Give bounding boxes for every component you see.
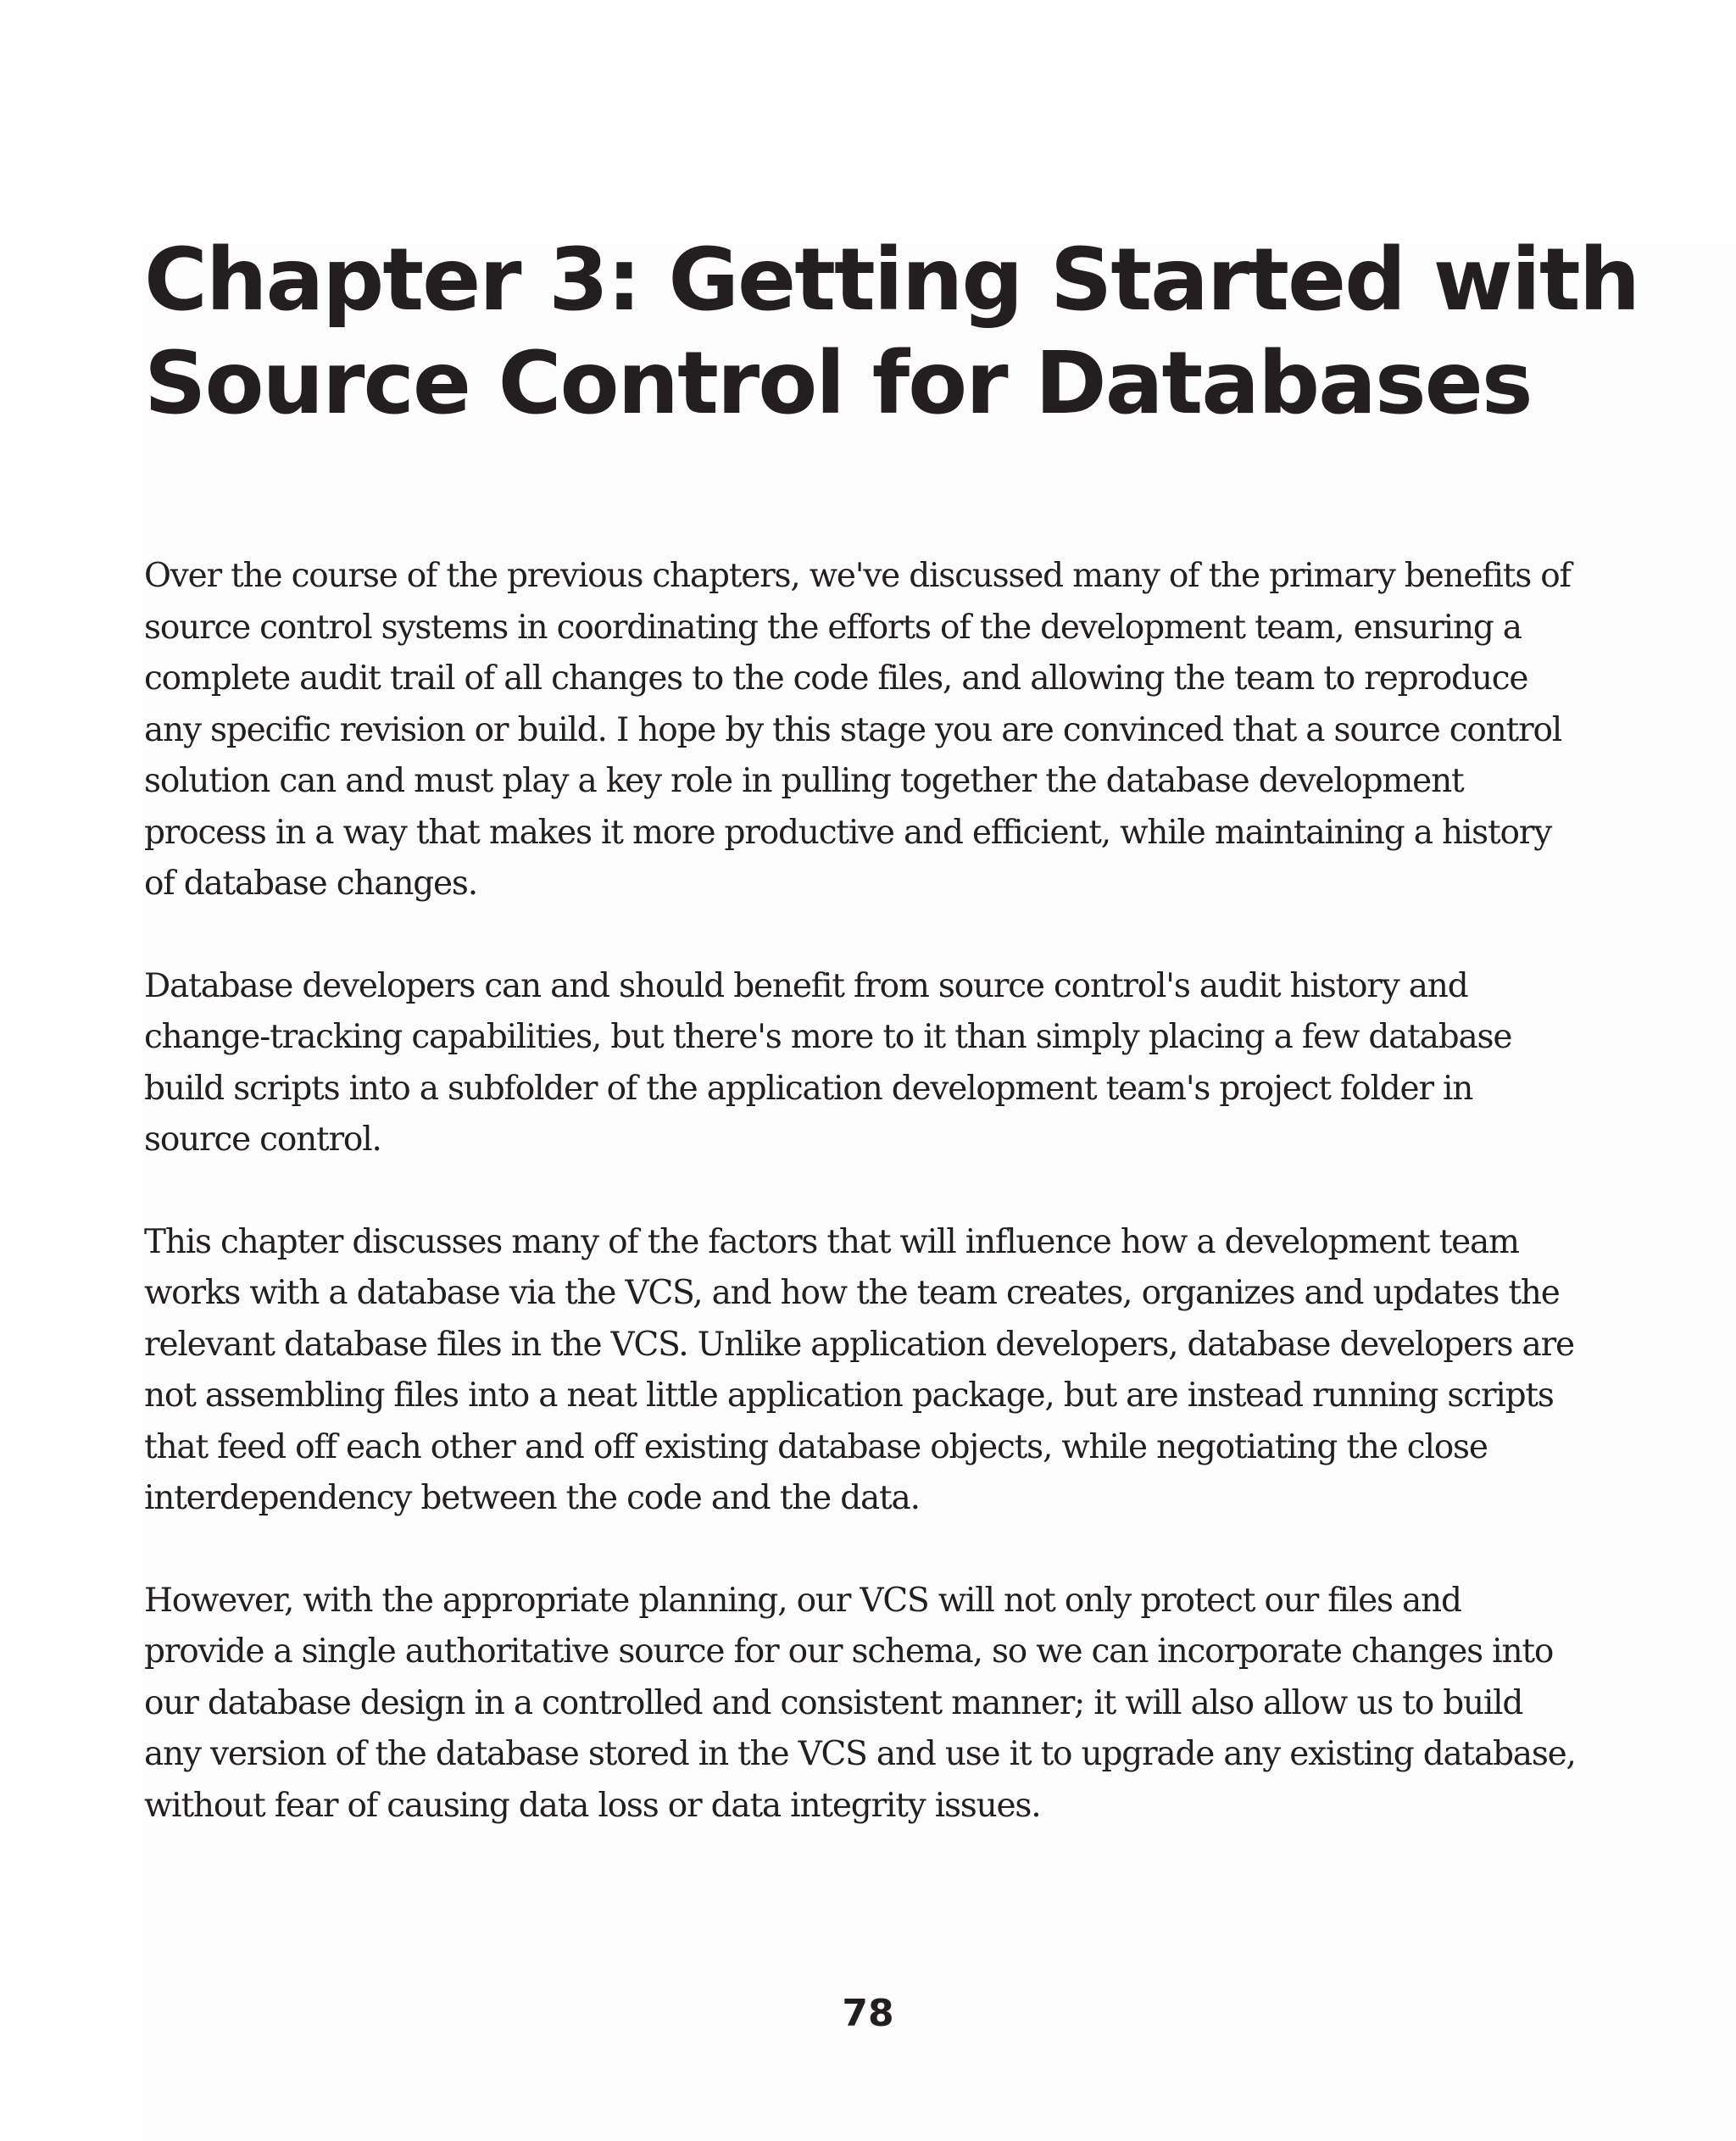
body-text [144, 551, 1585, 1832]
chapter-title-line-2: Source Control for Databases [144, 333, 1532, 434]
chapter-title [144, 229, 1639, 436]
paragraph-2: Database developers can and should benefit from source control's audit history and change-tracking capabilities, but there's more to it than simply placing a few database build scripts into a subfolder of the application development team's project folder in source control. [144, 966, 1512, 1159]
page-number: 78 [842, 1992, 894, 2035]
paragraph-4: However, with the appropriate planning, our VCS will not only protect our files and provide a single authoritative source for our schema, so we can incorporate changes into our database design in a controlled and consistent manner; it will also allow us to build any version of the database stored in the VCS and use it to upgrade any existing database, without fear of causing data loss or data integrity issues. [144, 1581, 1576, 1825]
chapter-title-line-1: Chapter 3: Getting Started with [144, 230, 1639, 331]
paragraph-3: This chapter discusses many of the factors that will influence how a development team works with a database via the VCS, and how the team creates, organizes and updates the relevant database files in the VCS. Unlike application developers, database developers are not assembling files into a neat little application package, but are instead running scripts that feed off each other and off existing database objects, while negotiating the close interdependency between the code and the data. [144, 1222, 1574, 1517]
page-content [144, 229, 1639, 1882]
paragraph-1: Over the course of the previous chapters, we've discussed many of the primary benefits of source control systems in coordinating the efforts of the development team, ensuring a complete audit trail of all changes to the code files, and allowing the team to reproduce any specific revision or build. I hope by this stage you are convinced that a source control solution can and must play a key role in pulling together the database development process in a way that makes it more productive and efficient, while maintaining a history of database changes. [144, 557, 1571, 903]
